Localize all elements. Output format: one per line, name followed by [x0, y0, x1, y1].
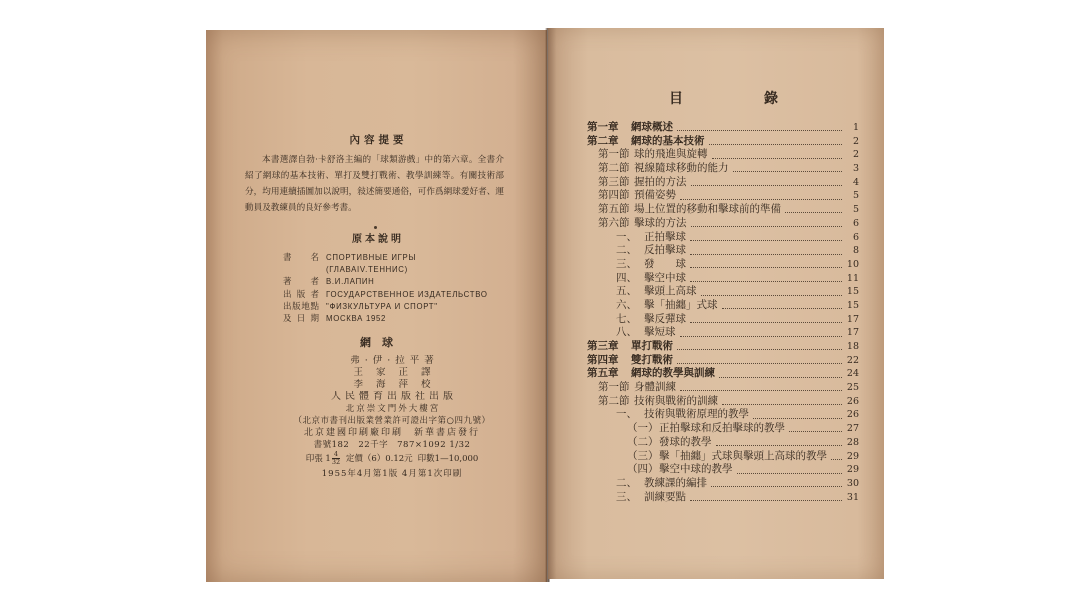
summary-heading: 內容提要	[349, 134, 408, 146]
info-row	[283, 276, 533, 288]
toc-entry-title: 擊頭上高球	[644, 285, 697, 298]
toc-entry-page: 2	[852, 135, 859, 147]
toc-entry-label: 第二節	[598, 394, 630, 407]
toc-entry-title: 場上位置的移動和擊球前的準備	[634, 203, 781, 216]
colophon-proofreader: 李海萍校	[353, 379, 444, 390]
toc-entry	[587, 217, 859, 231]
original-info-table	[283, 252, 533, 325]
toc-entry-label: （二）	[627, 435, 659, 448]
toc-entry-page: 17	[846, 313, 859, 325]
info-label: 出版地點	[283, 301, 319, 312]
colophon-publisher: 人民體育出版社出版	[331, 391, 457, 402]
toc-entry	[587, 285, 859, 299]
toc-entry-page: 10	[846, 258, 859, 270]
dot-leader	[691, 185, 843, 186]
colophon-author: 弗·伊·拉平著	[350, 355, 439, 366]
toc-entry-title: 發球的教學	[659, 435, 712, 448]
toc-entry	[587, 395, 859, 409]
toc-entry-title: 訓練要點	[644, 490, 686, 503]
right-page	[548, 28, 884, 579]
toc-entry	[587, 436, 859, 450]
toc-entry	[587, 422, 859, 436]
toc-entry	[587, 162, 859, 176]
summary-line: 紹了網球的基本技術、單打及雙打戰術、教學訓練等。有關技術部	[245, 171, 504, 181]
colophon-address: 北京崇文門外大樓宮	[345, 404, 441, 414]
colophon-edition: 1955年4月第1版 4月第1次印刷	[321, 469, 463, 479]
dot-leader	[690, 500, 842, 501]
dot-leader	[690, 267, 842, 268]
toc-entry-page: 5	[852, 190, 859, 202]
summary-paragraph	[245, 152, 504, 216]
toc-entry	[587, 367, 859, 381]
toc-entry-label: 二、	[616, 244, 637, 257]
sheets-fraction-denominator: 32	[331, 458, 341, 466]
toc-entry-page: 8	[852, 245, 859, 257]
colophon	[262, 355, 522, 480]
toc-entry-label: 第一章	[587, 121, 619, 133]
left-page	[206, 30, 547, 582]
dot-leader	[709, 144, 843, 145]
toc-entry	[587, 477, 859, 491]
toc-entry-title: 單打戰術	[631, 340, 673, 352]
toc-entry-title: 技術與戰術原理的教學	[644, 408, 749, 421]
colophon-printer: 北京建國印刷廠印刷 新華書店發行	[303, 428, 480, 438]
toc-entry	[587, 244, 859, 258]
dot-leader	[722, 404, 842, 405]
toc-entry	[587, 313, 859, 327]
dot-leader	[690, 254, 842, 255]
toc-entry-label: 一、	[616, 408, 637, 421]
toc-entry-label: 第二章	[587, 134, 619, 147]
toc-entry-label: 第二節	[598, 162, 630, 175]
info-row	[283, 252, 533, 264]
toc-title: 目錄	[669, 91, 859, 107]
book-title: 網球	[360, 336, 404, 349]
toc-entry-title: 網球的基本技術	[631, 134, 705, 147]
dot-leader	[680, 199, 842, 200]
table-of-contents	[587, 121, 859, 504]
toc-entry	[587, 450, 859, 464]
dot-leader	[677, 130, 842, 131]
toc-entry-title: 擊空中球的教學	[659, 463, 733, 476]
toc-entry-page: 18	[846, 341, 859, 352]
toc-entry	[587, 408, 859, 422]
toc-entry	[587, 121, 859, 135]
print-run: 印數1—10,000	[417, 454, 479, 464]
toc-entry-label: 第一節	[598, 148, 630, 161]
toc-entry	[587, 340, 859, 354]
dot-leader	[722, 308, 843, 309]
toc-entry-title: 擊反彈球	[644, 312, 686, 325]
toc-entry-label: 六、	[616, 298, 637, 311]
toc-entry-label: 第六節	[598, 216, 630, 229]
original-info-heading: 原本說明	[352, 234, 404, 245]
toc-entry-page: 28	[846, 436, 859, 448]
toc-entry	[587, 272, 859, 286]
info-value: "ФИЗКУЛЬТУРА И СПОРТ"	[326, 301, 438, 311]
toc-entry	[587, 326, 859, 340]
toc-entry-title: 擊「抽纏」式球與擊頭上高球的教學	[659, 449, 827, 462]
toc-entry-label: 第三章	[587, 340, 619, 352]
toc-entry-label: （四）	[627, 463, 659, 476]
sheets-fraction	[332, 451, 340, 466]
toc-entry	[587, 189, 859, 203]
toc-entry-title: 發 球	[644, 257, 686, 270]
info-row	[283, 301, 533, 313]
toc-entry-label: 第五章	[587, 367, 619, 380]
info-value: ГОСУДАРСТВЕННОЕ ИЗДАТЕЛЬСТВО	[326, 289, 488, 299]
toc-entry-page: 15	[846, 286, 859, 298]
toc-entry-title: 網球的教學與訓練	[631, 367, 715, 380]
dot-leader	[691, 226, 843, 227]
toc-entry-label: （一）	[627, 422, 659, 435]
toc-entry	[587, 135, 859, 149]
sheets-label: 印張	[305, 454, 323, 464]
toc-entry-page: 29	[846, 464, 859, 476]
dot-leader	[677, 349, 842, 350]
toc-entry-label: 七、	[616, 312, 637, 325]
separator-dot	[374, 226, 377, 229]
toc-entry-page: 26	[846, 395, 859, 407]
dot-leader	[680, 336, 843, 337]
dot-leader	[690, 322, 842, 323]
toc-entry-label: 第五節	[598, 203, 630, 216]
toc-entry-title: 預備姿勢	[634, 189, 676, 202]
toc-entry-title: 球的飛進與旋轉	[634, 148, 708, 161]
dot-leader	[701, 295, 843, 296]
toc-entry	[587, 148, 859, 162]
toc-entry-title: 正拍擊球	[644, 230, 686, 243]
toc-entry-page: 24	[846, 368, 859, 380]
toc-entry-page: 3	[852, 163, 859, 175]
toc-entry	[587, 381, 859, 395]
toc-entry-page: 26	[846, 409, 859, 421]
info-label: 書名	[283, 253, 319, 263]
toc-entry-title: 反拍擊球	[644, 244, 686, 257]
info-value: МОСКВА 1952	[326, 313, 387, 323]
dot-leader	[733, 171, 843, 172]
info-row	[283, 264, 533, 276]
summary-line: 動員及教練員的良好參考書。	[245, 203, 357, 213]
colophon-license: （北京市書刊出版業營業許可證出字第○四九號）	[293, 416, 491, 426]
toc-entry-page: 17	[846, 327, 859, 339]
toc-entry-label: 八、	[616, 326, 637, 339]
toc-entry-page: 5	[852, 204, 859, 216]
info-row	[283, 313, 533, 325]
colophon-sheets-price	[262, 451, 522, 467]
toc-entry-label: 五、	[616, 285, 637, 298]
toc-entry-label: 二、	[616, 476, 637, 489]
toc-entry-page: 30	[846, 477, 859, 489]
info-label: 及日期	[283, 313, 319, 324]
toc-entry-title: 擊球的方法	[634, 216, 687, 229]
toc-entry-page: 27	[846, 423, 859, 435]
dot-leader	[753, 418, 842, 419]
toc-entry-title: 握拍的方法	[634, 175, 687, 188]
info-label: 著者	[283, 277, 319, 288]
dot-leader	[737, 473, 843, 474]
toc-entry	[587, 463, 859, 477]
toc-entry-page: 11	[846, 272, 859, 284]
dot-leader	[789, 431, 842, 432]
toc-entry-title: 雙打戰術	[631, 353, 673, 366]
toc-entry-page: 31	[846, 491, 859, 503]
dot-leader	[831, 459, 842, 460]
toc-entry-page: 29	[846, 450, 859, 462]
toc-entry-title: 技術與戰術的訓練	[634, 394, 718, 407]
info-value: СПОРТИВНЫЕ ИГРЫ	[326, 253, 417, 262]
toc-entry-title: 正拍擊球和反拍擊球的教學	[659, 422, 785, 435]
toc-entry	[587, 299, 859, 313]
toc-entry-label: 第四章	[587, 353, 619, 366]
toc-entry	[587, 203, 859, 217]
toc-entry-title: 擊「抽纏」式球	[644, 298, 718, 311]
toc-entry	[587, 491, 859, 505]
toc-entry-title: 視線隨球移動的能力	[634, 162, 729, 175]
toc-entry-title: 擊空中球	[644, 271, 686, 284]
info-value: В.И.ЛАПИН	[326, 277, 375, 287]
toc-entry-title: 教練課的編排	[644, 476, 707, 489]
dot-leader	[690, 240, 842, 241]
toc-entry-label: 第三節	[598, 175, 630, 188]
toc-entry-page: 22	[846, 354, 859, 366]
toc-entry	[587, 354, 859, 368]
toc-entry	[587, 231, 859, 245]
toc-entry-label: 三、	[616, 257, 637, 270]
dot-leader	[716, 445, 843, 446]
toc-entry-label: 第一節	[598, 381, 630, 394]
info-label: 出版者	[283, 289, 319, 300]
summary-line: 分，均用連續插圖加以說明，敍述簡要通俗，可作爲網球愛好者、運	[245, 187, 504, 197]
summary-line: 本書選譯自勃·卡舒洛主編的「球類游戲」中的第六章。全書介	[262, 155, 504, 165]
dot-leader	[712, 158, 843, 159]
price: 定價（6）0.12元	[345, 454, 413, 464]
toc-entry-page: 6	[852, 231, 859, 243]
toc-entry-label: 四、	[616, 271, 637, 284]
toc-entry-title: 網球概述	[631, 121, 673, 133]
dot-leader	[680, 390, 842, 391]
info-value: (ГЛАВАIV.ТЕННИС)	[326, 265, 408, 275]
toc-entry-label: 三、	[616, 490, 637, 503]
dot-leader	[785, 212, 842, 213]
dot-leader	[690, 281, 842, 282]
sheets-fraction-numerator: 4	[332, 451, 340, 459]
toc-entry-page: 15	[846, 299, 859, 311]
toc-entry-label: 一、	[616, 230, 637, 243]
toc-entry	[587, 176, 859, 190]
toc-entry-label: （三）	[627, 449, 659, 462]
info-row	[283, 289, 533, 301]
colophon-book-number: 書號182 22千字 787×1092 1/32	[313, 440, 471, 450]
toc-entry-page: 2	[852, 149, 859, 161]
toc-entry-page: 25	[846, 382, 859, 394]
toc-entry	[587, 258, 859, 272]
dot-leader	[719, 377, 842, 378]
toc-entry-page: 1	[852, 122, 859, 133]
toc-entry-page: 4	[852, 176, 859, 188]
toc-entry-title: 身體訓練	[634, 381, 676, 394]
toc-entry-title: 擊短球	[644, 326, 676, 339]
colophon-translator: 王家正譯	[353, 367, 444, 378]
dot-leader	[677, 363, 842, 364]
sheets-whole: 1	[325, 454, 331, 464]
toc-entry-label: 第四節	[598, 189, 630, 202]
dot-leader	[711, 486, 842, 487]
toc-entry-page: 6	[852, 217, 859, 229]
